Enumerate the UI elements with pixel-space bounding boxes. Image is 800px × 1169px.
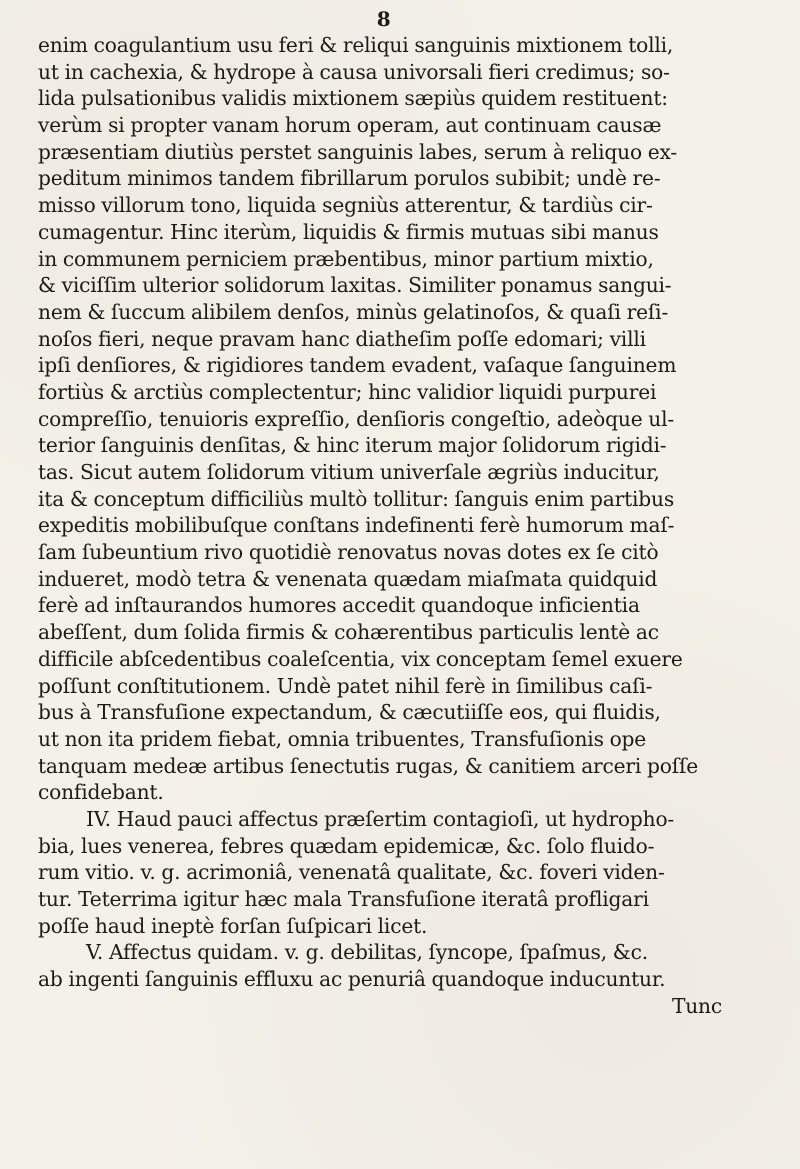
text-line: tanquam medeæ artibus ſenectutis rugas, & canitiem arceri poſſe <box>38 753 699 778</box>
text-line: præsentiam diutiùs perstet sanguinis labes, serum à reliquo ex- <box>38 139 678 164</box>
text-line: bus à Transfuſione expectandum, & cæcutiiſſe eos, qui fluidis, <box>38 700 661 725</box>
text-line: difficile abſcedentibus coaleſcentia, vix conceptam ſemel exuere <box>38 646 683 671</box>
text-line: compreſſio, tenuioris expreſſio, denſioris congeſtio, adeòque ul- <box>38 406 675 431</box>
text-line: ab ingenti ſanguinis effluxu ac penuriâ quandoque inducuntur. <box>38 967 666 992</box>
text-line: lida pulsationibus validis mixtionem sæpiùs quidem restituent: <box>38 86 668 111</box>
text-line: ut in cachexia, & hydrope à causa univorsali fieri credimus; so- <box>38 59 670 84</box>
text-line: ipſi denſiores, & rigidiores tandem evadent, vaſaque ſanguinem <box>38 353 677 378</box>
text-line: ut non ita pridem fiebat, omnia tribuentes, Transfuſionis ope <box>38 726 647 751</box>
text-line: tur. Teterrima igitur hæc mala Transfuſione iteratâ profligari <box>38 887 649 911</box>
text-line: noſos fieri, neque pravam hanc diatheſim poſſe edomari; villi <box>38 326 646 351</box>
section-v-start: V. Affectus quidam. v. g. debilitas, ſyncope, ſpaſmus, &c. <box>86 940 648 965</box>
text-line: poſſunt conſtitutionem. Undè patet nihil ferè in ſimilibus caſi- <box>38 673 653 698</box>
text-line: in communem perniciem præbentibus, minor partium mixtio, <box>38 246 654 271</box>
text-line: fortiùs & arctiùs complectentur; hinc validior liquidi purpurei <box>38 379 657 404</box>
text-line: rum vitio. v. g. acrimoniâ, venenatâ qualitate, &c. foveri viden- <box>38 860 665 885</box>
body-text <box>38 32 766 1019</box>
text-line: nem & ſuccum alibilem denſos, minùs gelatinoſos, & quaſi reſi- <box>38 299 669 324</box>
section-iv-start: IV. Haud pauci affectus præſertim contagioſi, ut hydropho- <box>86 806 675 831</box>
text-line: & viciſſim ulterior solidorum laxitas. Similiter ponamus sangui- <box>38 273 672 298</box>
text-line: enim coagulantium usu feri & reliqui sanguinis mixtionem tolli, <box>38 33 674 57</box>
text-line: cumagentur. Hinc iterùm, liquidis & firmis mutuas sibi manus <box>38 219 659 244</box>
catchword: Tunc <box>671 993 722 1018</box>
text-line: ſam ſubeuntium rivo quotidiè renovatus novas dotes ex ſe citò <box>38 540 659 565</box>
text-line: misso villorum tono, liquida segniùs atterentur, & tardiùs cir- <box>38 193 653 218</box>
text-line: bia, lues venerea, febres quædam epidemicæ, &c. ſolo fluido- <box>38 833 655 858</box>
text-line: confidebant. <box>38 780 164 805</box>
text-line: indueret, modò tetra & venenata quædam miaſmata quidquid <box>38 566 658 591</box>
text-line: verùm si propter vanam horum operam, aut continuam causæ <box>38 113 662 138</box>
text-line: ferè ad inſtaurandos humores accedit quandoque inficientia <box>38 593 640 618</box>
text-line: expeditis mobilibuſque conſtans indefinenti ferè humorum maſ- <box>38 513 675 538</box>
page-number: 8 <box>376 7 392 31</box>
text-line: terior ſanguinis denſitas, & hinc iterum major ſolidorum rigidi- <box>38 433 667 458</box>
text-line: abeſſent, dum ſolida firmis & cohærentibus particulis lentè ac <box>38 620 659 645</box>
text-line: tas. Sicut autem ſolidorum vitium univerſale ægriùs inducitur, <box>38 460 660 484</box>
text-line: poſſe haud ineptè forſan ſuſpicari licet. <box>38 913 428 938</box>
text-line: peditum minimos tandem fibrillarum porulos subibit; undè re- <box>38 166 661 191</box>
text-line: ita & conceptum difficiliùs multò tollitur: ſanguis enim partibus <box>38 486 675 511</box>
